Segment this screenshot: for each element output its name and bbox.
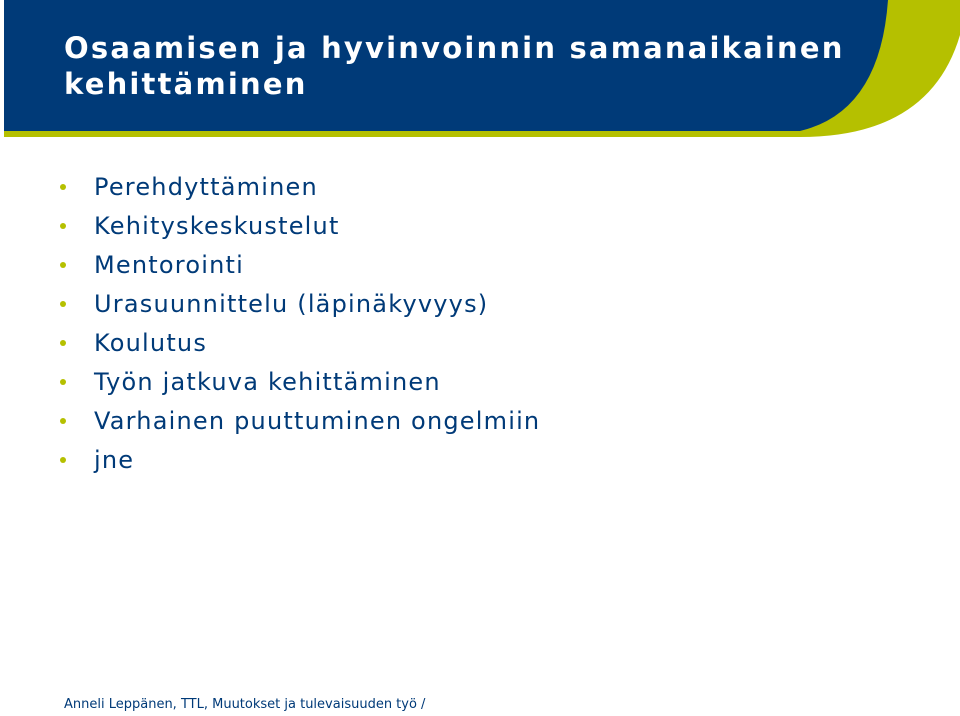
slide-title-line-1: Osaamisen ja hyvinvoinnin samanaikainen — [64, 31, 845, 65]
bullet-dot-icon — [60, 379, 66, 385]
bullet-item-mentorointi — [60, 245, 540, 284]
bullet-dot-icon — [60, 340, 66, 346]
bullet-dot-icon — [60, 184, 66, 190]
bullet-item-jne — [60, 440, 540, 479]
bullet-dot-icon — [60, 457, 66, 463]
bullet-text: Urasuunnittelu (läpinäkyvyys) — [94, 289, 489, 318]
bullet-item-urasuunnittelu — [60, 284, 540, 323]
bullet-text: Varhainen puuttuminen ongelmiin — [94, 406, 541, 435]
bullet-dot-icon — [60, 301, 66, 307]
slide-footer: Anneli Leppänen, TTL, Muutokset ja tulevaisuuden työ / — [64, 697, 426, 712]
bullet-dot-icon — [60, 418, 66, 424]
bullet-dot-icon — [60, 223, 66, 229]
bullet-text: Koulutus — [94, 328, 208, 357]
bullet-item-varhainen-puuttuminen — [60, 401, 540, 440]
bullet-text: jne — [94, 445, 135, 474]
bullet-item-perehdyttaminen — [60, 167, 540, 206]
bullet-item-koulutus — [60, 323, 540, 362]
bullet-text: Työn jatkuva kehittäminen — [94, 367, 441, 396]
bullet-text: Kehityskeskustelut — [94, 211, 340, 240]
bullet-item-kehityskeskustelut — [60, 206, 540, 245]
slide-title-line-2: kehittäminen — [64, 67, 308, 101]
slide-title — [64, 30, 864, 102]
bullet-item-tyon-kehittaminen — [60, 362, 540, 401]
bullet-text: Mentorointi — [94, 250, 244, 279]
bullet-list — [60, 167, 540, 479]
bullet-dot-icon — [60, 262, 66, 268]
bullet-text: Perehdyttäminen — [94, 172, 318, 201]
